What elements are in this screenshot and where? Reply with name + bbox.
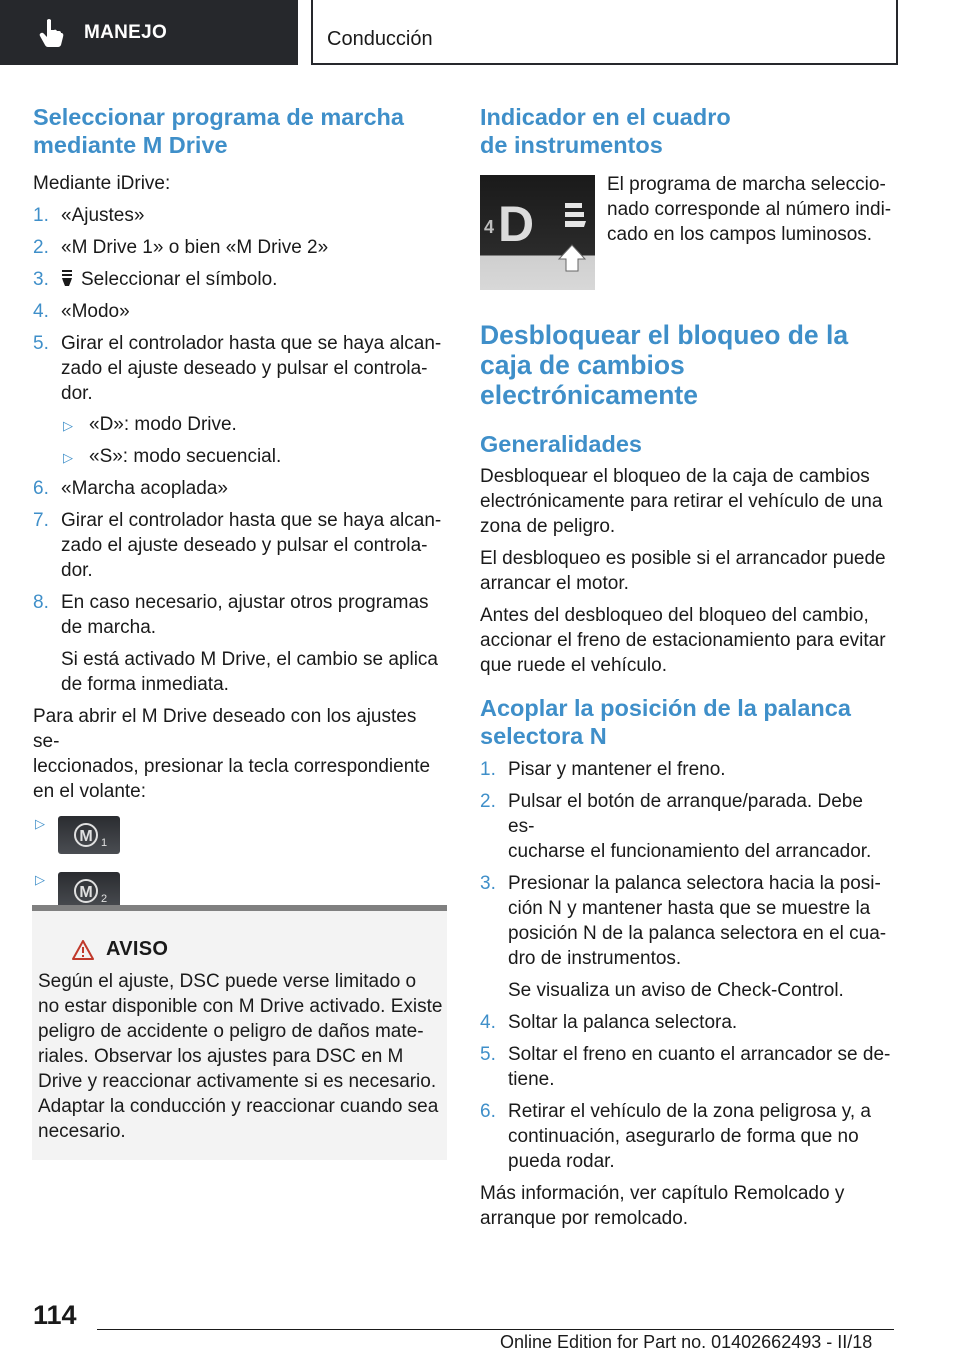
chapter-header bbox=[311, 0, 898, 65]
intro-text: Mediante iDrive: bbox=[33, 173, 171, 194]
section-tab[interactable] bbox=[0, 0, 298, 65]
m2-button-label: M bbox=[79, 884, 93, 901]
list-item: 5. Soltar el freno en cuanto el arrancador se de- tiene. bbox=[480, 1044, 891, 1090]
step3-note: Se visualiza un aviso de Check-Control. bbox=[508, 980, 844, 1001]
warning-body: Según el ajuste, DSC puede verse limitado o no estar disponible con M Drive activado. Existe peligro de accidente o peligro de daños mate- riales. Observar los ajustes para DSC en M Drive y reaccionar activamente si es necesario. Adaptar la conducción y reaccionar cuando sea necesario. bbox=[38, 971, 443, 1142]
list-item: 2. «M Drive 1» o bien «M Drive 2» bbox=[33, 237, 329, 258]
m-drive-shift-icon bbox=[61, 269, 73, 287]
gen-paragraph-3: Antes del desbloqueo del bloqueo del cambio, accionar el freno de estacionamiento para evitar que ruede el vehículo. bbox=[480, 605, 886, 676]
dash-shift-bars-icon bbox=[565, 203, 586, 227]
hand-pointer-icon bbox=[38, 18, 64, 48]
heading-position-n: Acoplar la posición de la palanca selectora N bbox=[480, 695, 851, 749]
dash-gear-letter: D bbox=[498, 196, 535, 252]
heading-m-drive: Seleccionar programa de marcha mediante M Drive bbox=[33, 104, 404, 158]
triangle-bullet-icon: ▷ bbox=[35, 872, 45, 887]
warning-title: AVISO bbox=[106, 938, 169, 960]
footer-edition: Online Edition for Part no. 01402662493 - II/18 bbox=[500, 1332, 873, 1352]
list-item: 3. Seleccionar el símbolo. bbox=[33, 269, 278, 290]
m1-button-label: M bbox=[79, 828, 93, 845]
list-item: 2. Pulsar el botón de arranque/parada. Debe es- cucharse el funcionamiento del arrancador. bbox=[480, 791, 872, 862]
sub-item: ▷ «D»: modo Drive. bbox=[61, 412, 445, 437]
m1-button-row bbox=[33, 816, 445, 858]
list-item: 3. Presionar la palanca selectora hacia la posi- ción N y mantener hasta que se muestre la posición N de la palanca selectora en el cua- dro de instrumentos. Se visualiza un aviso de Check-Control. bbox=[480, 871, 894, 1003]
heading-unlock-gearbox: Desbloquear el bloqueo de la caja de cambios electrónicamente bbox=[480, 320, 849, 410]
position-n-steps bbox=[480, 757, 894, 1174]
steering-paragraph: Para abrir el M Drive deseado con los ajustes se- leccionados, presionar la tecla correspondiente en el volante: bbox=[33, 706, 431, 802]
list-item: 5. Girar el controlador hasta que se haya alcan- zado el ajuste deseado y pulsar el controla- dor. ▷ «D»: modo Drive. ▷ «S»: modo secuencial. bbox=[33, 331, 445, 469]
warning-title-row bbox=[72, 938, 168, 961]
list-item: 4. Soltar la palanca selectora. bbox=[480, 1012, 738, 1033]
list-item: 7. Girar el controlador hasta que se haya alcan- zado el ajuste deseado y pulsar el controla- dor. bbox=[33, 510, 442, 581]
section-label: MANEJO bbox=[84, 21, 168, 43]
dash-up-arrow-icon bbox=[559, 245, 585, 271]
dash-level-number: 4 bbox=[484, 217, 495, 237]
left-column bbox=[33, 103, 445, 914]
sub-item: ▷ «S»: modo secuencial. bbox=[61, 444, 445, 469]
right-column bbox=[480, 103, 894, 1229]
list-item: 6. Retirar el vehículo de la zona peligrosa y, a continuación, asegurarlo de forma que no pueda rodar. bbox=[480, 1101, 871, 1172]
heading-indicator: Indicador en el cuadro de instrumentos bbox=[480, 104, 731, 158]
triangle-bullet-icon: ▷ bbox=[35, 816, 45, 831]
m-drive-steps bbox=[33, 203, 445, 697]
list-item: 8. En caso necesario, ajustar otros programas de marcha. Si está activado M Drive, el cambio se aplica de forma inmediata. bbox=[33, 592, 438, 695]
list-item: 1. «Ajustes» bbox=[33, 205, 145, 226]
chapter-title: Conducción bbox=[327, 28, 433, 50]
gen-paragraph-1: Desbloquear el bloqueo de la caja de cambios electrónicamente para retirar el vehículo de una zona de peligro. bbox=[480, 466, 883, 537]
page-number: 114 bbox=[33, 1300, 77, 1330]
m2-button-sub: 2 bbox=[101, 893, 108, 905]
more-info: Más información, ver capítulo Remolcado y arranque por remolcado. bbox=[480, 1183, 845, 1229]
triangle-bullet-icon: ▷ bbox=[63, 418, 73, 433]
list-item: 6. «Marcha acoplada» bbox=[33, 478, 228, 499]
triangle-bullet-icon: ▷ bbox=[63, 450, 73, 465]
m1-button-sub: 1 bbox=[101, 837, 108, 849]
m1-steering-button[interactable] bbox=[58, 816, 120, 854]
list-item: 1. Pisar y mantener el freno. bbox=[480, 759, 726, 780]
instrument-cluster-image bbox=[480, 175, 595, 290]
heading-generalidades: Generalidades bbox=[480, 431, 642, 457]
warning-box bbox=[32, 905, 447, 1160]
warning-triangle-icon bbox=[72, 940, 94, 960]
gen-paragraph-2: El desbloqueo es posible si el arrancador puede arrancar el motor. bbox=[480, 548, 886, 594]
footer-divider bbox=[97, 1329, 894, 1330]
list-item: 4. «Modo» bbox=[33, 301, 130, 322]
indicator-text: El programa de marcha seleccio- nado corresponde al número indi- cado en los campos luminosos. bbox=[607, 174, 892, 245]
